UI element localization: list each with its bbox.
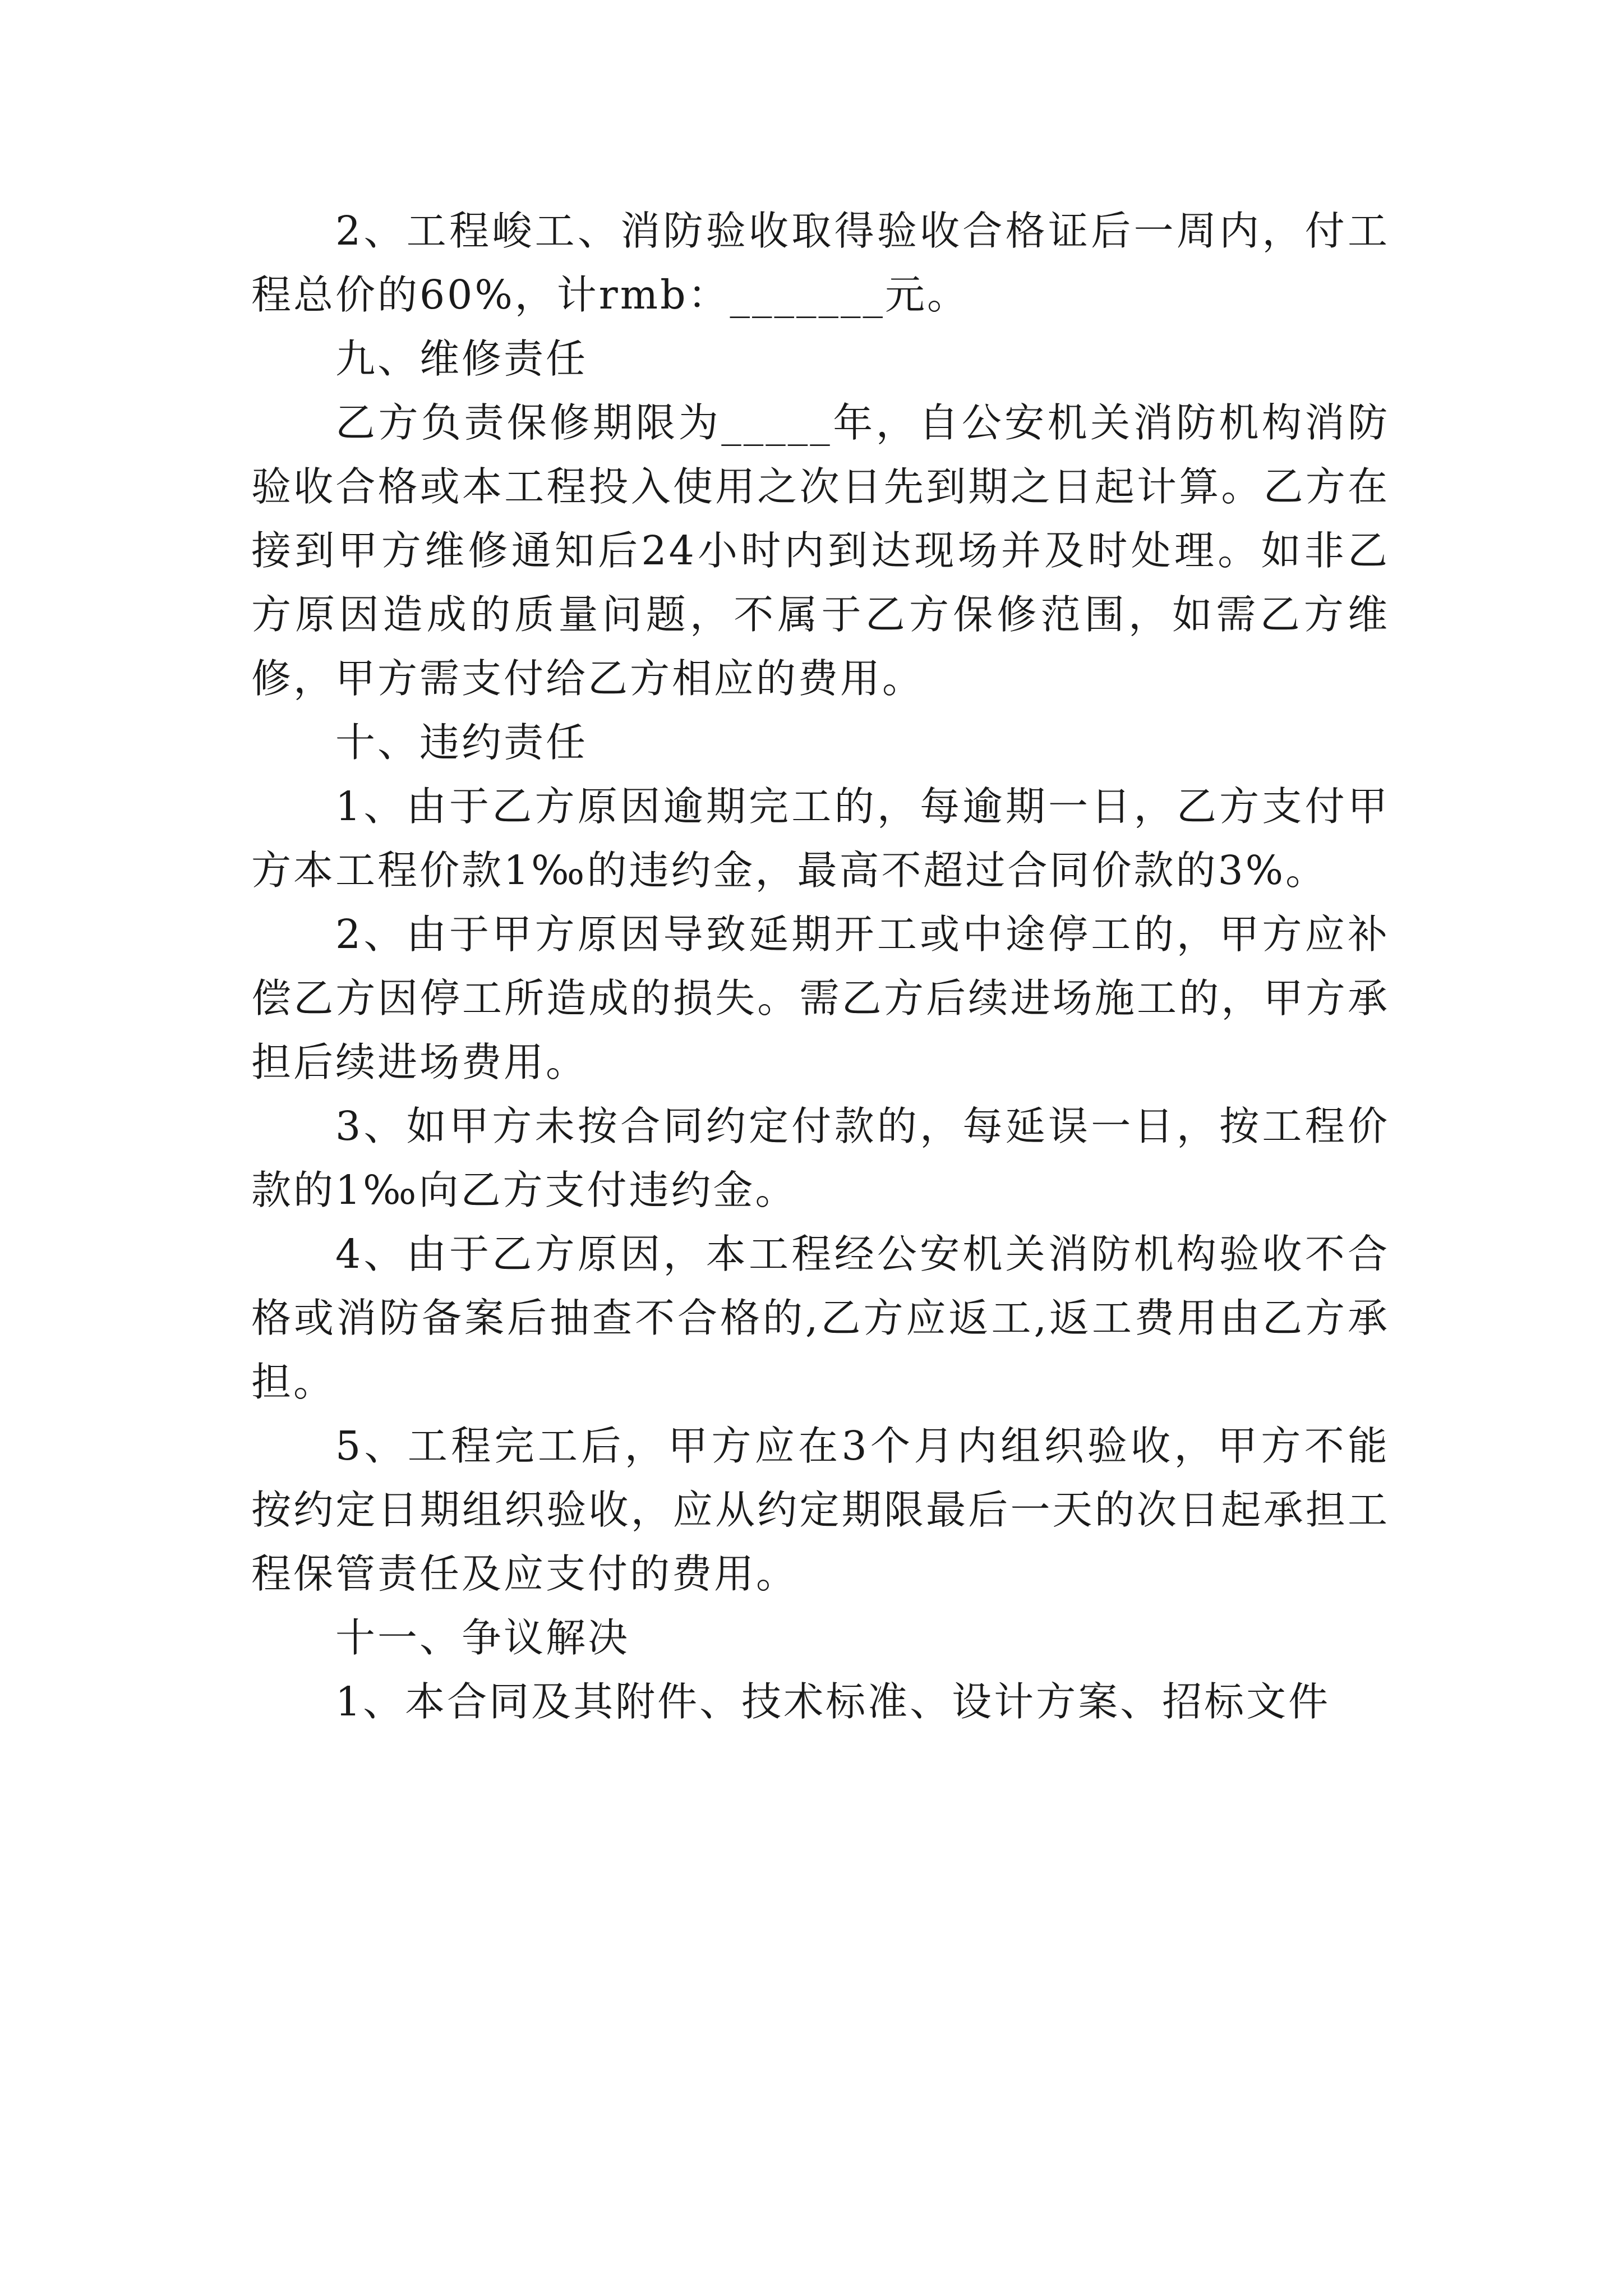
paragraph-breach-3: 3、如甲方未按合同约定付款的，每延误一日，按工程价款的1‰向乙方支付违约金。	[251, 1103, 1390, 1213]
paragraph-breach-5: 5、工程完工后，甲方应在3个月内组织验收，甲方不能按约定日期组织验收，应从约定期限最后一天的次日起承担工程保管责任及应支付的费用。	[251, 1423, 1390, 1597]
section-heading-maintenance: 九、维修责任	[335, 335, 588, 382]
contract-text	[251, 199, 1390, 1734]
section-heading-breach: 十、违约责任	[335, 719, 588, 766]
paragraph-dispute-1: 1、本合同及其附件、技术标准、设计方案、招标文件	[335, 1678, 1331, 1725]
paragraph-breach-2: 2、由于甲方原因导致延期开工或中途停工的，甲方应补偿乙方因停工所造成的损失。需乙方后续进场施工的，甲方承担后续进场费用。	[251, 911, 1390, 1085]
paragraph-breach-4: 4、由于乙方原因，本工程经公安机关消防机构验收不合格或消防备案后抽查不合格的,乙方应返工,返工费用由乙方承担。	[251, 1231, 1390, 1405]
paragraph-payment-completion: 2、工程峻工、消防验收取得验收合格证后一周内，付工程总价的60%，计rmb：_______元。	[251, 208, 1390, 318]
paragraph-warranty: 乙方负责保修期限为_____年，自公安机关消防机构消防验收合格或本工程投入使用之次日先到期之日起计算。乙方在接到甲方维修通知后24小时内到达现场并及时处理。如非乙方原因造成的质量问题，不属于乙方保修范围，如需乙方维修，甲方需支付给乙方相应的费用。	[251, 399, 1390, 702]
paragraph-breach-1: 1、由于乙方原因逾期完工的，每逾期一日，乙方支付甲方本工程价款1‰的违约金，最高不超过合同价款的3%。	[251, 783, 1390, 894]
section-heading-dispute: 十一、争议解决	[335, 1614, 630, 1661]
